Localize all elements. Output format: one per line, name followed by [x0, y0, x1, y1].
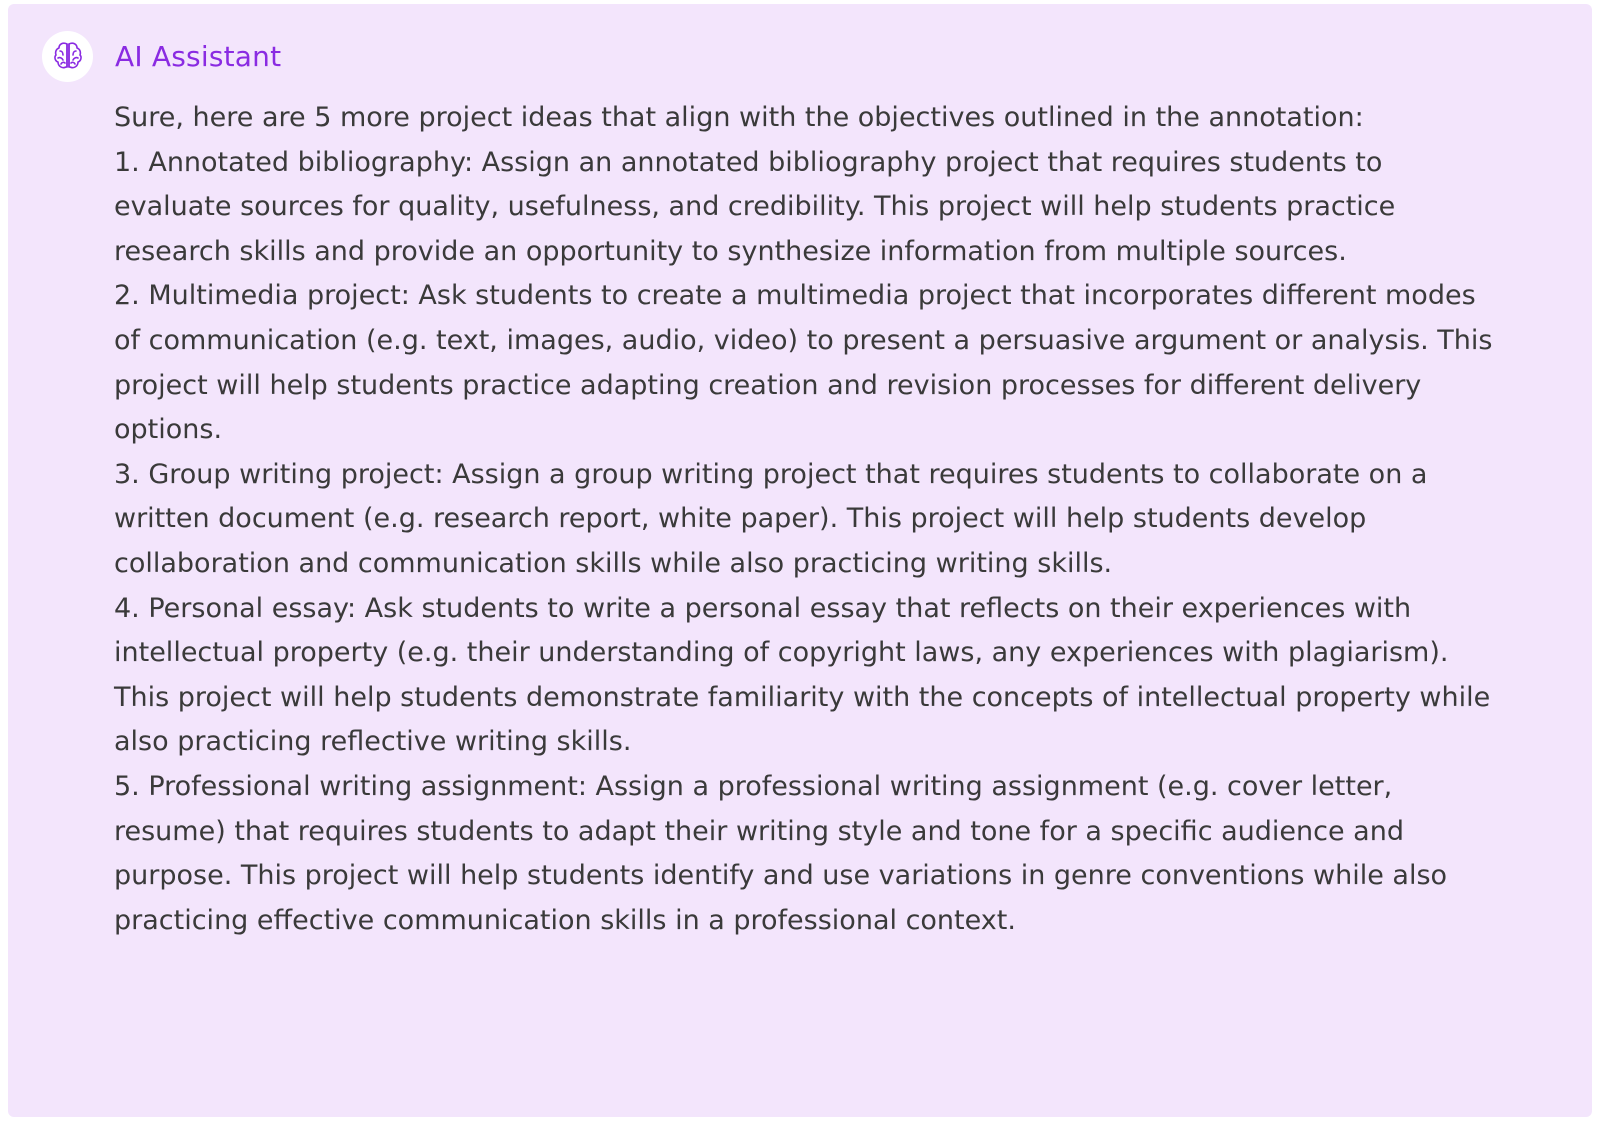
avatar	[42, 31, 93, 82]
list-item: 4. Personal essay: Ask students to write a personal essay that reflects on their experiences with intellectual property (e.g. their understanding of copyright laws, any experiences with plagiarism). This project will help students demonstrate familiarity with the concepts of intellectual property while also practicing reflective writing skills.	[114, 592, 1491, 758]
list-item: 1. Annotated bibliography: Assign an annotated bibliography project that requires students to evaluate sources for quality, usefulness, and credibility. This project will help students practice research skills and provide an opportunity to synthesize information from multiple sources.	[114, 146, 1396, 267]
brain-icon	[51, 39, 85, 73]
message-body	[114, 96, 1494, 943]
list-item: 2. Multimedia project: Ask students to create a multimedia project that incorporates different modes of communication (e.g. text, images, audio, video) to present a persuasive argument or analysis. This project will help students practice adapting creation and revision processes for different delivery options.	[114, 280, 1493, 446]
assistant-name: AI Assistant	[115, 39, 282, 73]
list-item: 3. Group writing project: Assign a group writing project that requires students to collaborate on a written document (e.g. research report, white paper). This project will help students develop collaboration and communication skills while also practicing writing skills.	[114, 458, 1428, 579]
assistant-message-card	[8, 4, 1592, 1117]
message-intro: Sure, here are 5 more project ideas that align with the objectives outlined in the annotation:	[114, 102, 1364, 133]
message-header	[42, 30, 281, 82]
list-item: 5. Professional writing assignment: Assign a professional writing assignment (e.g. cover letter, resume) that requires students to adapt their writing style and tone for a specific audience and purpose. This project will help students identify and use variations in genre conventions while also practicing effective communication skills in a professional context.	[114, 770, 1448, 936]
